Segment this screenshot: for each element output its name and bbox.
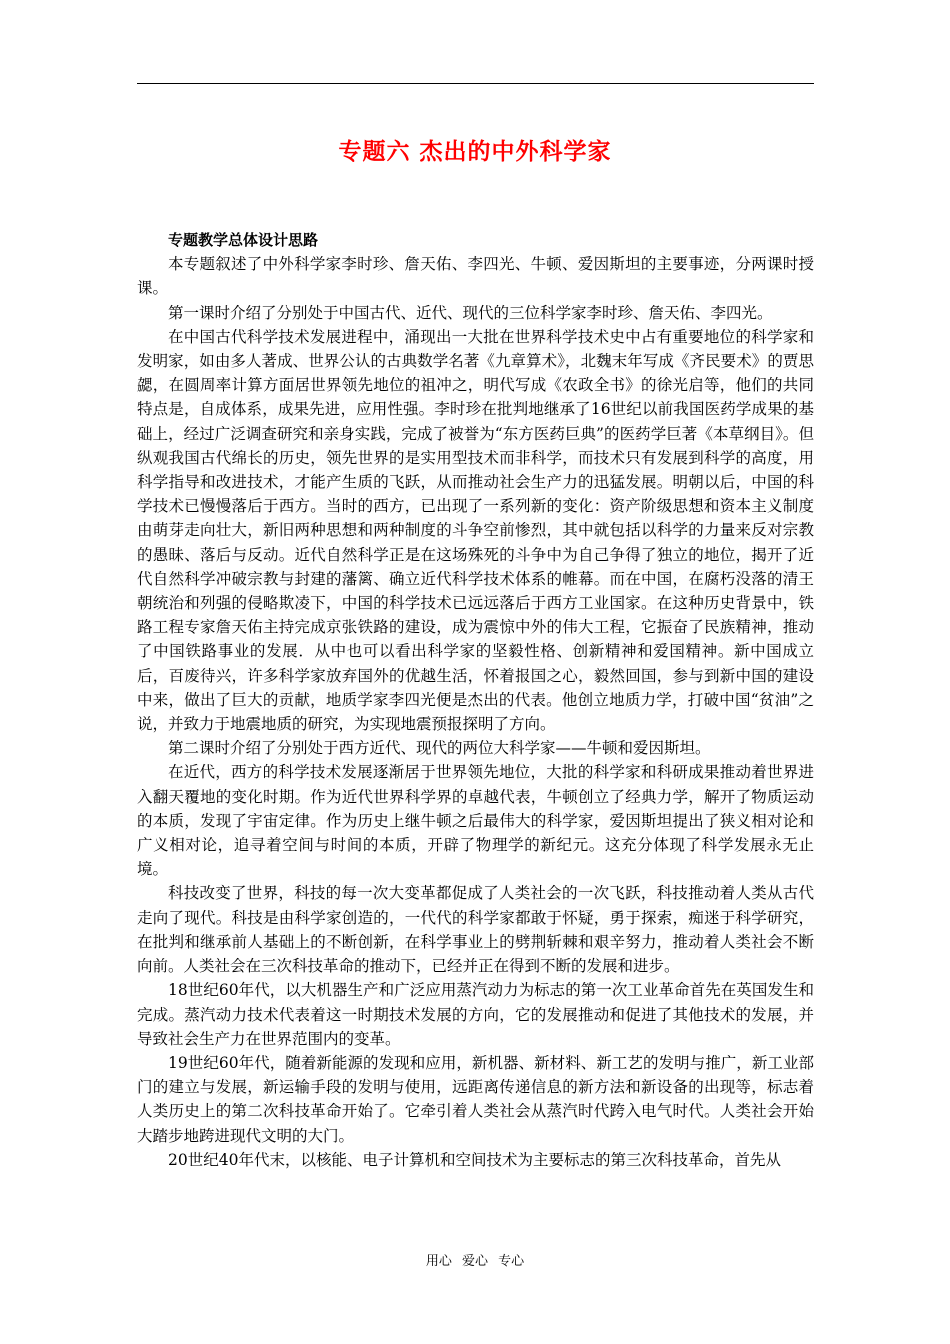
paragraph-lesson-two: 第二课时介绍了分别处于西方近代、现代的两位大科学家——牛顿和爱因斯坦。 xyxy=(168,739,711,758)
paragraph-intro: 本专题叙述了中外科学家李时珍、詹天佑、李四光、牛顿、爱因斯坦的主要事迹，分两课时授课。 xyxy=(137,255,814,298)
document-title: 专题六 杰出的中外科学家 xyxy=(338,139,612,165)
paragraph-western-science: 在近代，西方的科学技术发展逐渐居于世界领先地位，大批的科学家和科研成果推动着世界进入翻天覆地的变化时期。作为近代世界科学界的卓越代表，牛顿创立了经典力学，解开了物质运动的本质，发现了宇宙定律。作为历史上继牛顿之后最伟大的科学家，爱因斯坦提出了狭义相对论和广义相对论，追寻着空间与时间的本质，开辟了物理学的新纪元。这充分体现了科学发展永无止境。 xyxy=(137,763,814,879)
page-footer: 用心 爱心 专心 xyxy=(425,1254,525,1269)
paragraph-third-revolution: 20世纪40年代末，以核能、电子计算机和空间技术为主要标志的第三次科技革命，首先从 xyxy=(168,1150,781,1169)
section-heading: 专题教学总体设计思路 xyxy=(168,231,319,249)
paragraph-second-revolution: 19世纪60年代，随着新能源的发现和应用，新机器、新材料、新工艺的发明与推广，新工业部门的建立与发展，新运输手段的发明与使用，远距离传递信息的新方法和新设备的出现等，标志着人类历史上的第二次科技革命开始了。它牵引着人类社会从蒸汽时代跨入电气时代。人类社会开始大踏步地跨进现代文明的大门。 xyxy=(137,1053,814,1145)
paragraph-ancient-china: 在中国古代科学技术发展进程中，涌现出一大批在世界科学技术史中占有重要地位的科学家和发明家，如由多人著成、世界公认的古典数学名著《九章算术》，北魏末年写成《齐民要术》的贾思勰，在圆周率计算方面居世界领先地位的祖冲之，明代写成《农政全书》的徐光启等，他们的共同特点是，自成体系，成果先进，应用性强。李时珍在批判地继承了16世纪以前我国医药学成果的基础上，经过广泛调查研究和亲身实践，完成了被誉为“东方医药巨典”的医药学巨著《本草纲目》。但纵观我国古代绵长的历史，领先世界的是实用型技术而非科学，而技术只有发展到科学的高度，用科学指导和改进技术，才能产生质的飞跃，从而推动社会生产力的迅猛发展。明朝以后，中国的科学技术已慢慢落后于西方。当时的西方，已出现了一系列新的变化：资产阶级思想和资本主义制度由萌芽走向壮大，新旧两种思想和两种制度的斗争空前惨烈，其中就包括以科学的力量来反对宗教的愚昧、落后与反动。近代自然科学正是在这场殊死的斗争中为自己争得了独立的地位，揭开了近代自然科学冲破宗教与封建的藩篱、确立近代科学技术体系的帷幕。而在中国，在腐朽没落的清王朝统治和列强的侵略欺凌下，中国的科学技术已远远落后于西方工业国家。在这种历史背景中，铁路工程专家詹天佑主持完成京张铁路的建设，成为震惊中外的伟大工程，它振奋了民族精神，推动了中国铁路事业的发展．从中也可以看出科学家的坚毅性格、创新精神和爱国精神。新中国成立后，百废待兴，许多科学家放弃国外的优越生活，怀着报国之心，毅然回国，参与到新中国的建设中来，做出了巨大的贡献，地质学家李四光便是杰出的代表。他创立地质力学，打破中国“贫油”之说，并致力于地震地质的研究，为实现地震预报探明了方向。 xyxy=(137,327,814,734)
paragraph-first-revolution: 18世纪60年代，以大机器生产和广泛应用蒸汽动力为标志的第一次工业革命首先在英国发生和完成。蒸汽动力技术代表着这一时期技术发展的方向，它的发展推动和促进了其他技术的发展，并导致社会生产力在世界范围内的变革。 xyxy=(137,981,814,1048)
paragraph-lesson-one: 第一课时介绍了分别处于中国古代、近代、现代的三位科学家李时珍、詹天佑、李四光。 xyxy=(168,303,773,322)
document-body xyxy=(137,228,814,1172)
header-rule xyxy=(137,83,814,84)
paragraph-technology-change: 科技改变了世界，科技的每一次大变革都促成了人类社会的一次飞跃，科技推动着人类从古代走向了现代。科技是由科学家创造的，一代代的科学家都敢于怀疑，勇于探索，痴迷于科学研究，在批判和继承前人基础上的不断创新，在科学事业上的劈荆斩棘和艰辛努力，推动着人类社会不断向前。人类社会在三次科技革命的推动下，已经并正在得到不断的发展和进步。 xyxy=(137,884,814,976)
